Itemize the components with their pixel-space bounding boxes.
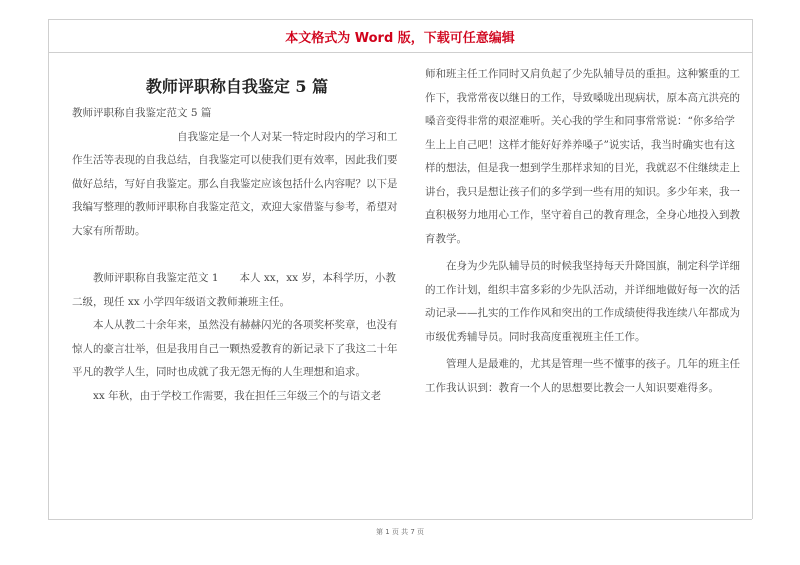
page-frame-bottom xyxy=(48,519,752,520)
page-frame-right xyxy=(752,19,753,519)
paragraph: 在身为少先队辅导员的时候我坚持每天升降国旗，制定科学详细的工作计划，组织丰富多彩的少先队活动，并详细地做好每一次的活动记录——扎实的工作作风和突出的工作成绩使得我连续八年都成为市级优秀辅导员。同时我高度重视班主任工作。 xyxy=(425,260,740,343)
left-column xyxy=(72,72,402,408)
editable-banner: 本文格式为 Word 版，下载可任意编辑 xyxy=(285,31,515,46)
paragraph: xx 年秋，由于学校工作需要，我在担任三年级三个的与语文老 xyxy=(93,389,382,402)
paragraph: 管理人是最难的，尤其是管理一些不懂事的孩子。几年的班主任工作我认识到：教育一个人的思想要比教会一人知识要难得多。 xyxy=(425,358,740,394)
paragraph: 自我鉴定是一个人对某一特定时段内的学习和工作生活等表现的自我总结，自我鉴定可以使我们更有效率，因此我们要做好总结，写好自我鉴定。那么自我鉴定应该包括什么内容呢？以下是我编写整理的教师评职称自我鉴定范文，欢迎大家借鉴与参考，希望对大家有所帮助。 xyxy=(72,130,398,237)
paragraph-gap xyxy=(72,243,402,267)
document-title: 教师评职称自我鉴定 5 篇 xyxy=(145,77,329,96)
page-frame-top xyxy=(48,19,752,20)
right-column xyxy=(425,63,743,400)
paragraph: 教师评职称自我鉴定范文 1 本人 xx，xx 岁，本科学历，小教二级，现任 xx 小学四年级语文教师兼班主任。 xyxy=(72,272,396,308)
paragraph: 师和班主任工作同时又肩负起了少先队辅导员的重担。这种繁重的工作下，我常常夜以继日的工作，导致嗓咙出现病状，原本高亢洪亮的嗓音变得非常的艰涩难听。关心我的学生和同事常常说：“你多给学生上上自己吧！这样才能好好养养嗓子”说实话，我当时确实也有这样的想法，但是我一想到学生那样求知的目光，我就忍不住继续走上讲台，我只是想让孩子们的多学到一些有用的知识。多少年来，我一直积极努力地用心工作，坚守着自己的教育理念，全身心地投入到教育教学。 xyxy=(425,68,740,245)
page-frame-mid xyxy=(48,52,752,53)
document-subtitle: 教师评职称自我鉴定范文 5 篇 xyxy=(72,107,212,119)
page-frame-left xyxy=(48,19,49,519)
paragraph: 本人从教二十余年来，虽然没有赫赫闪光的各项奖杯奖章，也没有惊人的豪言壮举，但是我用自己一颗热爱教育的新记录下了我这二十年平凡的教学人生，同时也成就了我无怨无悔的人生理想和追求。 xyxy=(72,319,398,378)
page-number: 第 1 页 共 7 页 xyxy=(375,528,425,536)
